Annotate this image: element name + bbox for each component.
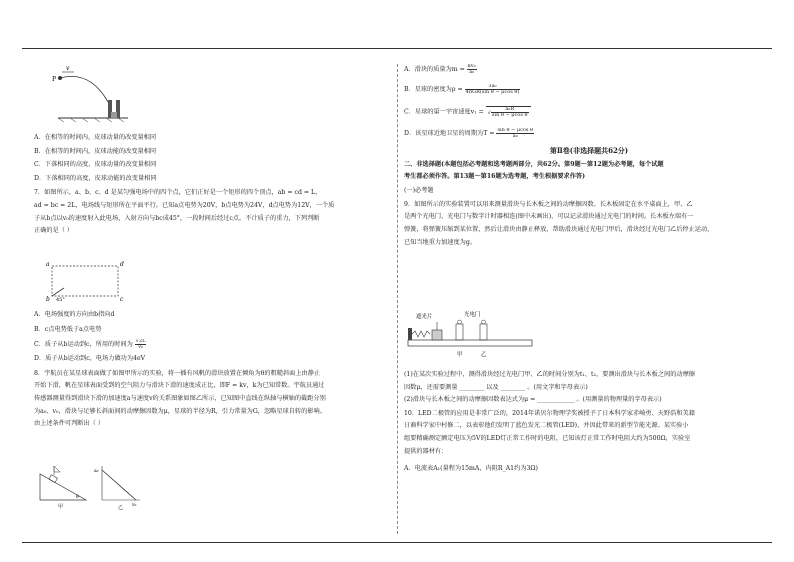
right-column: [404, 64, 774, 247]
q8-line: 由上述条件可判断出（ ）: [34, 420, 105, 428]
q8-line: 传感器测量得到滑块下滑的加速度a与速度v的关系图象如图乙所示，已知图中直线在纵轴与横轴的截距分别: [34, 395, 326, 403]
q10-line: 组要精确测定额定电压为5V的LED灯正常工作时的电阻，已知该灯正常工作时电阻大约为500Ω，实验室: [404, 435, 691, 443]
label-jia: 甲: [457, 352, 463, 358]
q8b-fraction: $\frac{\text{3a₀}}{\text{4πGR(sin θ − μcos θ)}}$: [465, 84, 520, 95]
q7-fraction: $\frac{√2L}{\text{v₀}}$: [135, 339, 146, 351]
q7-option-a: A．电场强度的方向由b指向d: [34, 311, 115, 318]
q8-line: 8．宇航员在某星球表面做了如图甲所示的实验，将一插有风帆的滑块放置在倾角为θ的粗糙斜面上由静止: [34, 369, 321, 377]
q8d-fraction: $\frac{\text{sin θ − μcos θ}}{\text{a₀}}$: [497, 128, 534, 139]
label-jia: 甲: [58, 504, 64, 510]
label-yi: 乙: [118, 505, 124, 510]
q10-line: 日裔科学家中村修二，以表彰他们发明了蓝色发光二极管(LED)，并因此带来的新型节能光源。某实验小: [404, 422, 689, 430]
q7-line: 子从b点以v₀的速度射入此电场，入射方向与bc成45°，一段时间后经过c点。不计质子的重力，下列判断: [34, 214, 320, 222]
q8-option-c: C．星球的第一宇宙速度v₁ = √ $\frac{\text{a₀R}}{\text{sin θ − μcos θ}}$: [404, 106, 774, 122]
projectile-diagram: [50, 62, 130, 126]
right-column-bottom: [404, 370, 774, 474]
section-title: 第Ⅱ卷(非选择题共62分): [549, 146, 629, 155]
label-angle: 45°: [56, 297, 65, 303]
bottom-rule: [22, 542, 772, 543]
label-P: P: [52, 76, 57, 83]
q8-option-d: D．该星球近地卫星的周期为T = $\frac{\text{sin θ − μcos θ}}{\text{a₀}}$: [404, 128, 534, 139]
q9-line: 9．如图所示的实验装置可以用来测量滑块与长木板之间的动摩擦因数。长木板固定在水平桌面上，甲、乙: [404, 200, 693, 208]
label-gate: 光电门: [464, 312, 481, 318]
q7-option-b: B．c点电势低于a点电势: [34, 325, 102, 333]
left-column-mid: [34, 310, 388, 429]
q7-line: ad = bc = 2L，电场线与矩形所在平面平行。已知a点电势为20V，b点电势为24V，d点电势为12V，一个质: [34, 202, 335, 210]
q10-line: 提供的器材有：: [404, 447, 448, 455]
q9-line: 弹簧，将弹簧压缩到某位置，然后让滑块由静止释放，帮助滑块通过光电门甲后，滑块经过光电门乙后停止运动，: [404, 225, 714, 233]
label-v0: v₀: [132, 503, 137, 508]
q8-line: 为a₀、v₀，滑块与足够长斜面间的动摩擦因数为μ，星球的半径为R，引力常量为G，忽略星球自转的影响。: [34, 407, 326, 415]
q7-option-c: [34, 339, 388, 350]
label-yi: 乙: [481, 352, 487, 358]
photogate-diagram: [406, 306, 536, 364]
q9-sub: (1)在某次实验过程中，测得滑块经过光电门甲、乙的时间分别为t₁、t₂，要测出滑块与长木板之间的动摩擦: [404, 371, 695, 378]
option-d: D．下落相同的高度，皮球动能的改变量相同: [34, 174, 157, 182]
label-shade: 遮光片: [416, 314, 433, 320]
q7-option-c-text: C．质子从b运动到c，所用的时间为: [34, 341, 133, 349]
part2-line: 考生都必须作答。第13题～第16题为选考题，考生根据要求作答): [404, 173, 586, 181]
option-a: A．在相等的时间内，皮球动量的改变量相同: [34, 134, 157, 141]
q7-line: 正确的是（ ）: [34, 227, 74, 235]
label-theta: θ: [76, 495, 79, 500]
q8c-sqrt: √ $\frac{\text{a₀R}}{\text{sin θ − μcos θ}}$: [486, 106, 531, 118]
label-c: c: [120, 296, 124, 303]
q9-line: 是两个光电门，光电门与数字计时器相连(图中未画出)，可以记录滑块通过光电门的时间。长木板左端有一: [404, 213, 694, 221]
top-rule: [22, 48, 772, 49]
option-c: C．下落相同的高度，皮球动量的改变量相同: [34, 161, 157, 169]
q8-option-a: A．滑块的质量为m = $\frac{\text{kv₀}}{\text{a₀}}$: [404, 64, 476, 75]
incline-diagram: [36, 460, 146, 514]
q7-option-d: D．质子从b运动到c，电场力做功为4eV: [34, 355, 146, 363]
label-a0: a₀: [94, 469, 99, 474]
option-b: B．在相等的时间内，皮球动能的改变量相同: [34, 147, 157, 155]
q7-line: 7．如图所示，a、b、c、d 是某匀强电场中的四个点，它们正好是一个矩形的四个顶点，ab = cd = L，: [34, 189, 322, 197]
column-separator: [397, 64, 398, 534]
left-column-top: [34, 133, 388, 236]
q9-sub: 因数μ，还需要测量 ________ 以及 ________ 。(用文字和字母表示): [404, 383, 588, 391]
q10-line: 10．LED二极管的应用是非常广泛的，2014年诺贝尔物理学奖被授予了日本科学家赤崎勇、天野浩和美籍: [404, 409, 695, 417]
rectangle-diagram: [44, 258, 128, 308]
q9-sub: (2)滑块与长木板之间的动摩擦因数表达式为μ = ____________ 。(用测量的物理量的字母表示): [404, 396, 662, 404]
label-a: a: [46, 261, 50, 268]
q9-line: 已知当地重力加速度为g。: [404, 238, 477, 246]
label-d: d: [120, 261, 124, 268]
q8a-fraction: $\frac{\text{kv₀}}{\text{a₀}}$: [467, 64, 476, 75]
q8-option-b: B．星球的密度为ρ = $\frac{\text{3a₀}}{\text{4πGR(sin θ − μcos θ)}}$: [404, 84, 520, 95]
part2-line: 二、非选择题(本题包括必考题和选考题两部分，共62分。第9题～第12题为必考题，每个试题: [404, 160, 664, 168]
label-b: b: [46, 296, 50, 303]
part-a-heading: (一)必考题: [404, 187, 434, 195]
q10-option-a: A．电流表A₁(量程为15mA，内阻R_A1约为3Ω): [404, 465, 538, 473]
q8-line: 开始下滑，帆在星球表面受到的空气阻力与滑块下滑的速度成正比，即F = kv，k为已知常数。宇航员通过: [34, 382, 325, 390]
label-v: v: [66, 65, 70, 72]
